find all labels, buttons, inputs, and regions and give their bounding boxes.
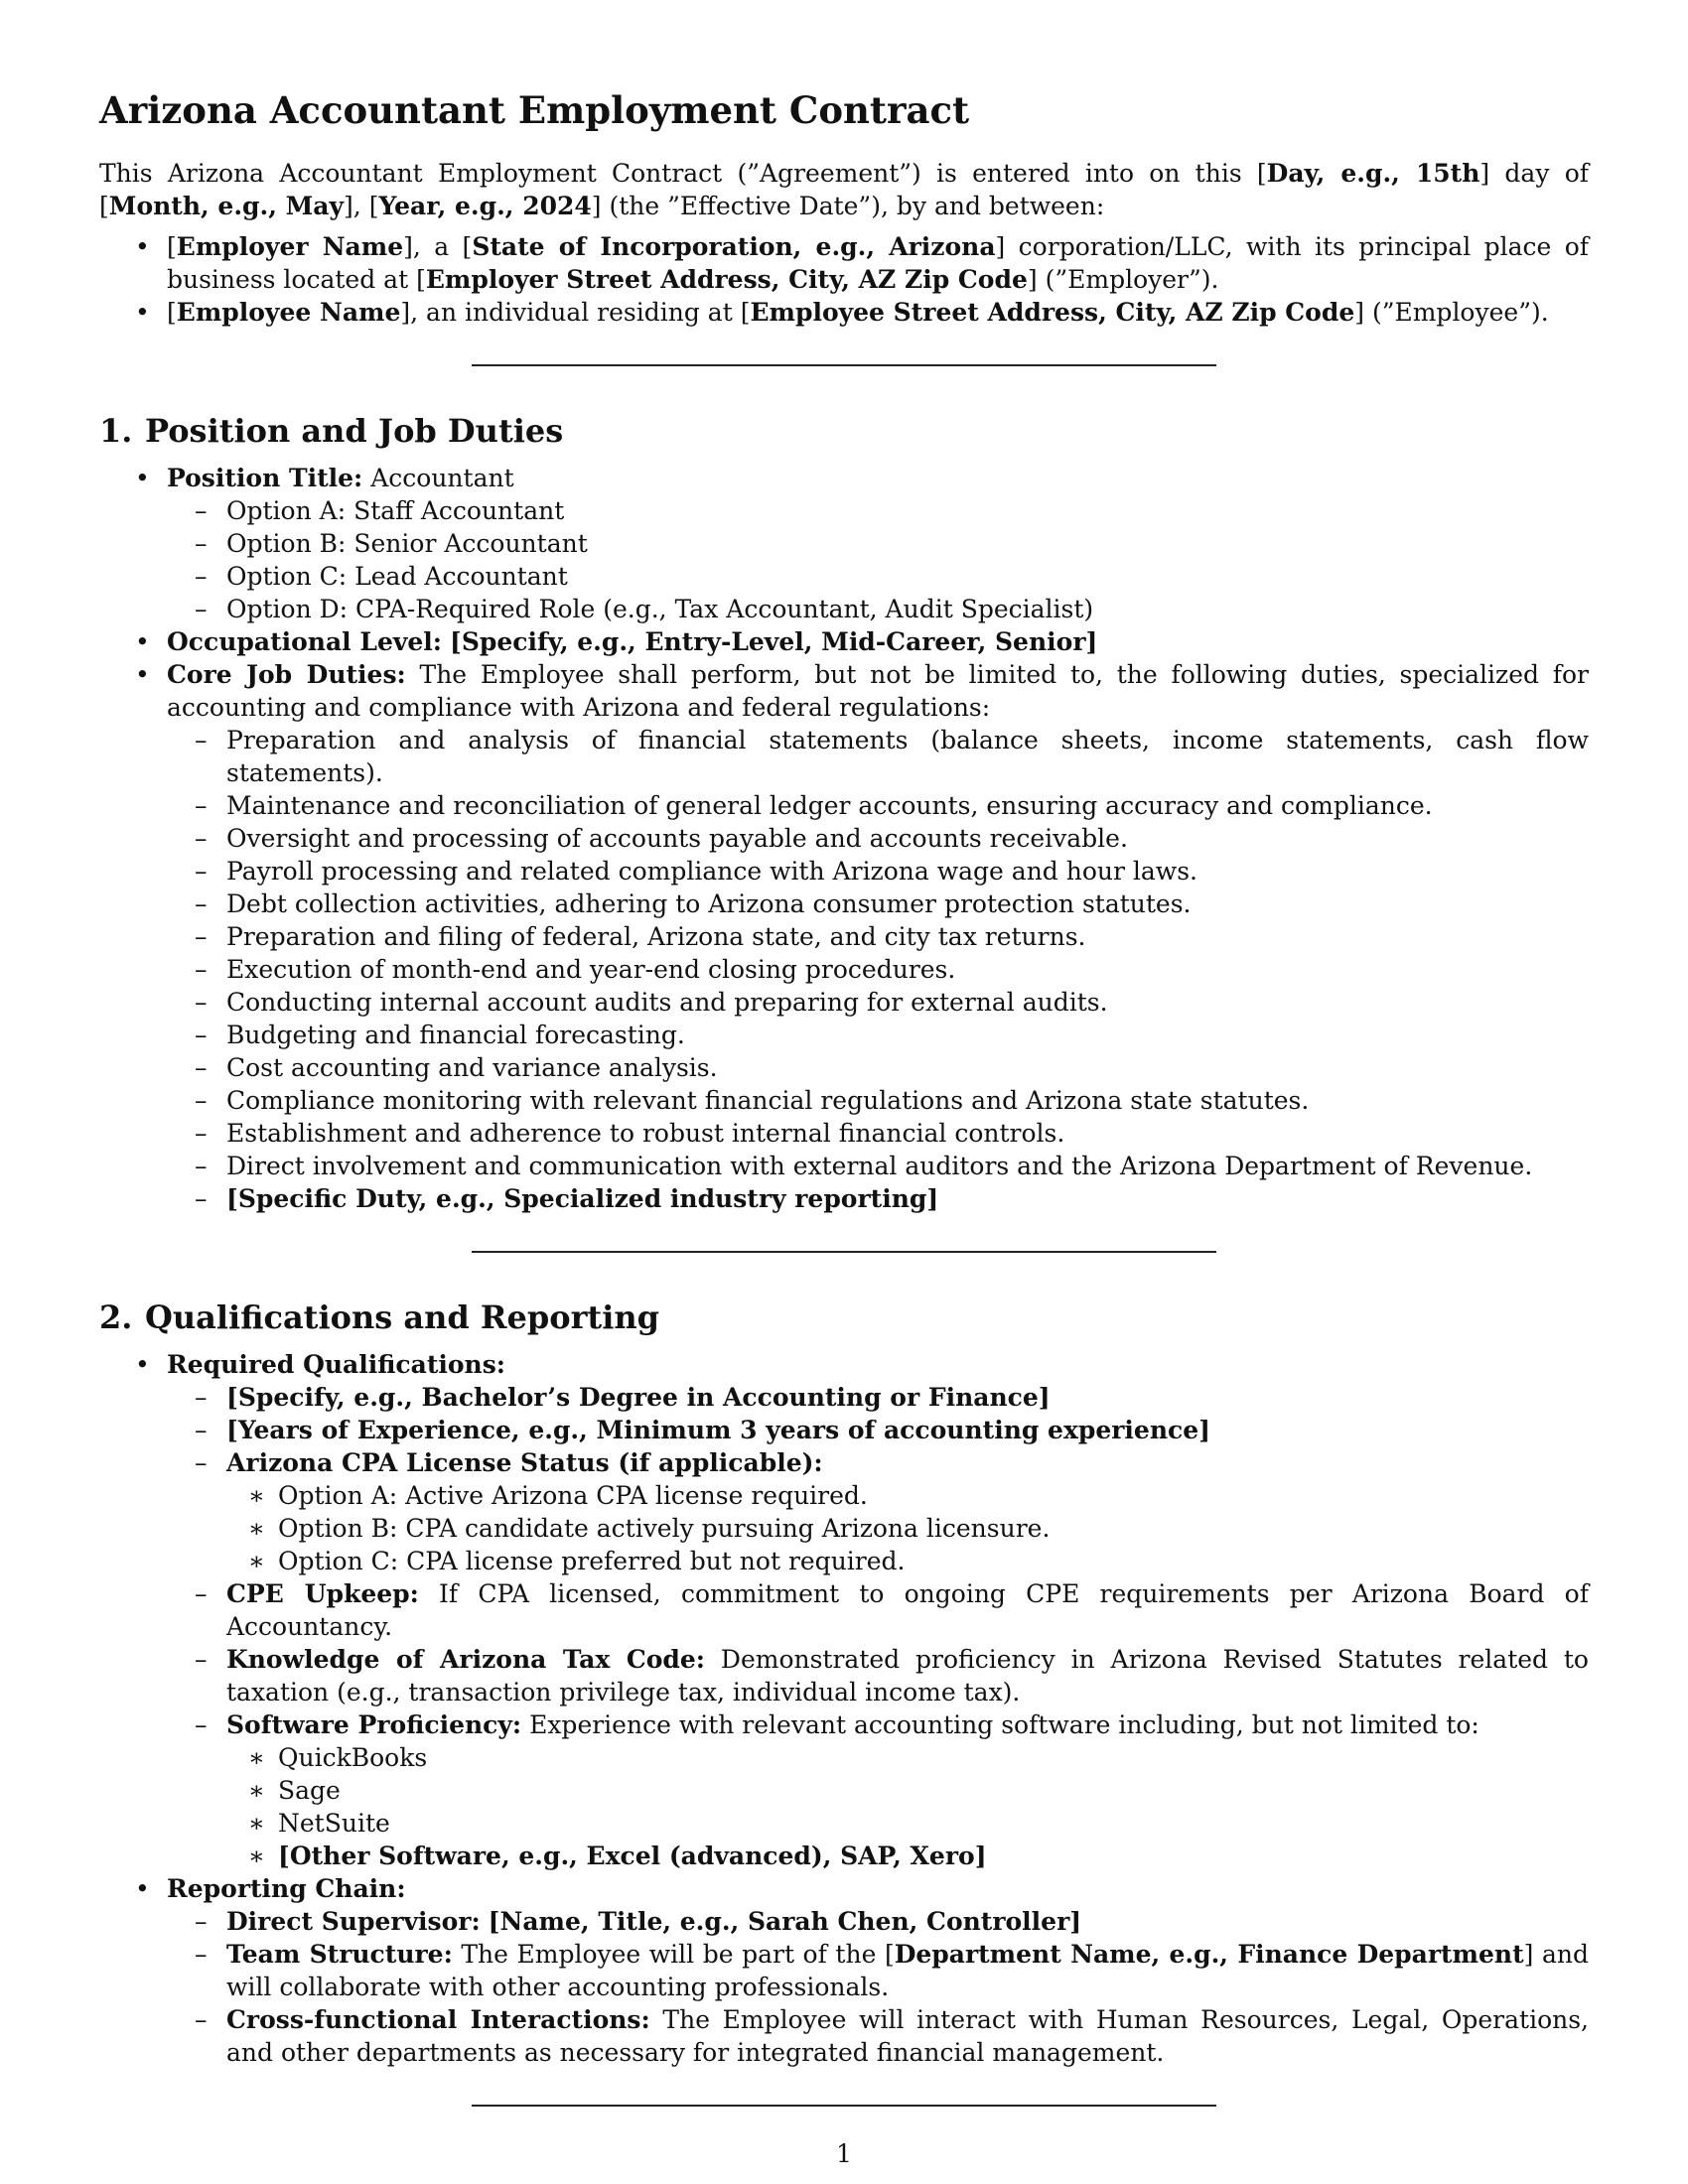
list-item: – Preparation and analysis of financial statements (balance sheets, income statements, cash flow statements). — [167, 724, 1589, 789]
intro-text: , — [352, 192, 369, 220]
supervisor-item: – Direct Supervisor: [Name, Title, e.g., Sarah Chen, Controller] — [167, 1905, 1589, 1938]
year-placeholder: Year, e.g., 2024 — [378, 192, 592, 220]
intro-text: This Arizona Accountant Employment Contract (”Agreement”) is entered into on this — [99, 159, 1257, 188]
cpa-status-item — [167, 1446, 1589, 1577]
position-value: Accountant — [362, 464, 514, 492]
list-item: – Cost accounting and variance analysis. — [167, 1051, 1589, 1084]
section-1-list — [99, 462, 1589, 1215]
month-placeholder: Month, e.g., May — [108, 192, 345, 220]
team-text: and will collaborate with other accounting professionals. — [226, 1940, 1589, 2001]
list-item: – Direct involvement and communication with external auditors and the Arizona Department of Revenue. — [167, 1150, 1589, 1182]
reporting-chain-item — [99, 1872, 1589, 2069]
list-item: ∗ Sage — [226, 1774, 1589, 1807]
required-qualifications-item — [99, 1348, 1589, 1872]
employer-address-placeholder: Employer Street Address, City, AZ Zip Code — [425, 265, 1028, 294]
list-item: – Maintenance and reconciliation of general ledger accounts, ensuring accuracy and compliance. — [167, 789, 1589, 822]
tax-text: Demonstrated proficiency in Arizona Revised Statutes related to taxation (e.g., transaction privilege tax, individual income tax). — [226, 1645, 1589, 1706]
list-item: ∗ NetSuite — [226, 1807, 1589, 1840]
software-label: Software Proficiency: — [226, 1710, 522, 1739]
supervisor-placeholder: Name, Title, e.g., Sarah Chen, Controller — [499, 1907, 1070, 1936]
party-employer: • [Employer Name], a [State of Incorporation, e.g., Arizona] corporation/LLC, with its principal place of business located at [Employer Street Address, City, AZ Zip Code] (”Employer”). — [99, 230, 1589, 296]
list-item: – Oversight and processing of accounts payable and accounts receivable. — [167, 822, 1589, 855]
section-number: 2. — [99, 1298, 133, 1336]
page-number: 1 — [836, 2139, 852, 2168]
duties-list — [167, 724, 1589, 1215]
list-item: – Payroll processing and related compliance with Arizona wage and hour laws. — [167, 855, 1589, 887]
position-title-item — [99, 462, 1589, 625]
list-item: ∗ Option C: CPA license preferred but not required. — [226, 1545, 1589, 1577]
list-item: – Conducting internal account audits and preparing for external audits. — [167, 986, 1589, 1019]
section-title: Position and Job Duties — [145, 412, 564, 450]
list-item: – Option A: Staff Accountant — [167, 494, 1589, 527]
parties-list — [99, 230, 1589, 329]
experience-item: – [Years of Experience, e.g., Minimum 3 years of accounting experience] — [167, 1414, 1589, 1446]
document-title: Arizona Accountant Employment Contract — [99, 88, 970, 132]
cpe-text: If CPA licensed, commitment to ongoing CPE requirements per Arizona Board of Accountancy. — [226, 1579, 1589, 1641]
department-placeholder: Department Name, e.g., Finance Department — [894, 1940, 1524, 1969]
cpa-label: Arizona CPA License Status (if applicable): — [226, 1448, 823, 1477]
intro-paragraph: This Arizona Accountant Employment Contract (”Agreement”) is entered into on this [Day, e.g., 15th] day of [Month, e.g., May], [Year, e.g., 2024] (the ”Effective Date”), by and between: — [99, 159, 1589, 220]
cpa-options — [226, 1479, 1589, 1577]
level-label: Occupational Level: — [167, 627, 443, 656]
tax-label: Knowledge of Arizona Tax Code: — [226, 1645, 706, 1674]
party-text: (”Employee”). — [1364, 298, 1549, 327]
document-page — [99, 87, 1589, 2150]
experience-placeholder: Years of Experience, e.g., Minimum 3 years of accounting experience — [237, 1416, 1199, 1444]
list-item: ∗ QuickBooks — [226, 1741, 1589, 1774]
list-item: ∗ Option B: CPA candidate actively pursuing Arizona licensure. — [226, 1512, 1589, 1545]
party-text: , a — [412, 232, 463, 261]
section-2-list — [99, 1348, 1589, 2069]
team-label: Team Structure: — [226, 1940, 453, 1969]
cross-label: Cross-functional Interactions: — [226, 2005, 650, 2034]
list-item: – Option B: Senior Accountant — [167, 527, 1589, 560]
employee-name-placeholder: Employee Name — [176, 298, 401, 327]
reporting-label: Reporting Chain: — [167, 1874, 406, 1903]
req-label: Required Qualifications: — [167, 1350, 506, 1379]
core-duties-item — [99, 658, 1589, 1215]
list-item: – Preparation and filing of federal, Arizona state, and city tax returns. — [167, 920, 1589, 953]
cross-functional-item — [167, 2003, 1589, 2069]
section-title: Qualifications and Reporting — [145, 1298, 659, 1336]
team-text: The Employee will be part of the — [452, 1940, 885, 1969]
divider — [472, 1251, 1216, 1253]
duties-intro: The Employee shall perform, but not be limited to, the following duties, specialized for accounting and compliance with Arizona and federal regulations: — [167, 660, 1589, 722]
degree-item: – [Specify, e.g., Bachelor’s Degree in Accounting or Finance] — [167, 1381, 1589, 1414]
divider — [472, 364, 1216, 366]
list-item: ∗ Option A: Active Arizona CPA license required. — [226, 1479, 1589, 1512]
section-number: 1. — [99, 412, 133, 450]
party-text: , an individual residing at — [410, 298, 741, 327]
list-item: – Debt collection activities, adhering to Arizona consumer protection statutes. — [167, 887, 1589, 920]
software-text: Experience with relevant accounting software including, but not limited to: — [521, 1710, 1479, 1739]
other-software-placeholder: Other Software, e.g., Excel (advanced), SAP, Xero — [289, 1842, 975, 1870]
software-item — [167, 1708, 1589, 1872]
list-item: – Execution of month-end and year-end closing procedures. — [167, 953, 1589, 986]
occupational-level-item: • Occupational Level: [Specify, e.g., Entry-Level, Mid-Career, Senior] — [99, 625, 1589, 658]
intro-text: day of — [1489, 159, 1589, 188]
employee-address-placeholder: Employee Street Address, City, AZ Zip Code — [750, 298, 1355, 327]
party-text: corporation/LLC, with its principal place of business located at — [167, 232, 1589, 294]
position-options — [167, 494, 1589, 625]
list-item: – Option D: CPA-Required Role (e.g., Tax Accountant, Audit Specialist) — [167, 593, 1589, 625]
list-item: – Budgeting and financial forecasting. — [167, 1019, 1589, 1051]
level-placeholder: Specify, e.g., Entry-Level, Mid-Career, Senior — [461, 627, 1086, 656]
other-software-item: ∗ [Other Software, e.g., Excel (advanced), SAP, Xero] — [226, 1840, 1589, 1872]
degree-placeholder: Specify, e.g., Bachelor’s Degree in Accounting or Finance — [237, 1383, 1039, 1412]
supervisor-label: Direct Supervisor: — [226, 1907, 481, 1936]
party-employee: • [Employee Name], an individual residing at [Employee Street Address, City, AZ Zip Code] (”Employee”). — [99, 296, 1589, 329]
cross-text: The Employee will interact with Human Resources, Legal, Operations, and other departments as necessary for integrated financial management. — [226, 2005, 1590, 2067]
list-item: – Establishment and adherence to robust internal financial controls. — [167, 1117, 1589, 1150]
party-text: (”Employer”). — [1037, 265, 1219, 294]
cpe-item — [167, 1577, 1589, 1643]
section-1-heading — [99, 410, 1589, 452]
list-item: – Option C: Lead Accountant — [167, 560, 1589, 593]
list-item: – Compliance monitoring with relevant financial regulations and Arizona state statutes. — [167, 1084, 1589, 1117]
day-placeholder: Day, e.g., 15th — [1266, 159, 1480, 188]
cpe-label: CPE Upkeep: — [226, 1579, 419, 1608]
divider — [472, 2105, 1216, 2107]
state-placeholder: State of Incorporation, e.g., Arizona — [472, 232, 996, 261]
intro-text: (the ”Effective Date”), by and between: — [601, 192, 1105, 220]
specific-duty-placeholder: Specific Duty, e.g., Specialized industry reporting — [237, 1184, 927, 1213]
specific-duty-item: – [Specific Duty, e.g., Specialized industry reporting] — [167, 1182, 1589, 1215]
qualifications-list — [167, 1381, 1589, 1872]
duties-label: Core Job Duties: — [167, 660, 406, 689]
reporting-list — [167, 1905, 1589, 2069]
employer-name-placeholder: Employer Name — [176, 232, 404, 261]
position-label: Position Title: — [167, 464, 363, 492]
team-structure-item: – Team Structure: The Employee will be part of the [Department Name, e.g., Finance Department] and will collaborate with other accounting professionals. — [167, 1938, 1589, 2003]
tax-code-item — [167, 1643, 1589, 1708]
section-2-heading — [99, 1297, 1589, 1338]
software-list — [226, 1741, 1589, 1872]
